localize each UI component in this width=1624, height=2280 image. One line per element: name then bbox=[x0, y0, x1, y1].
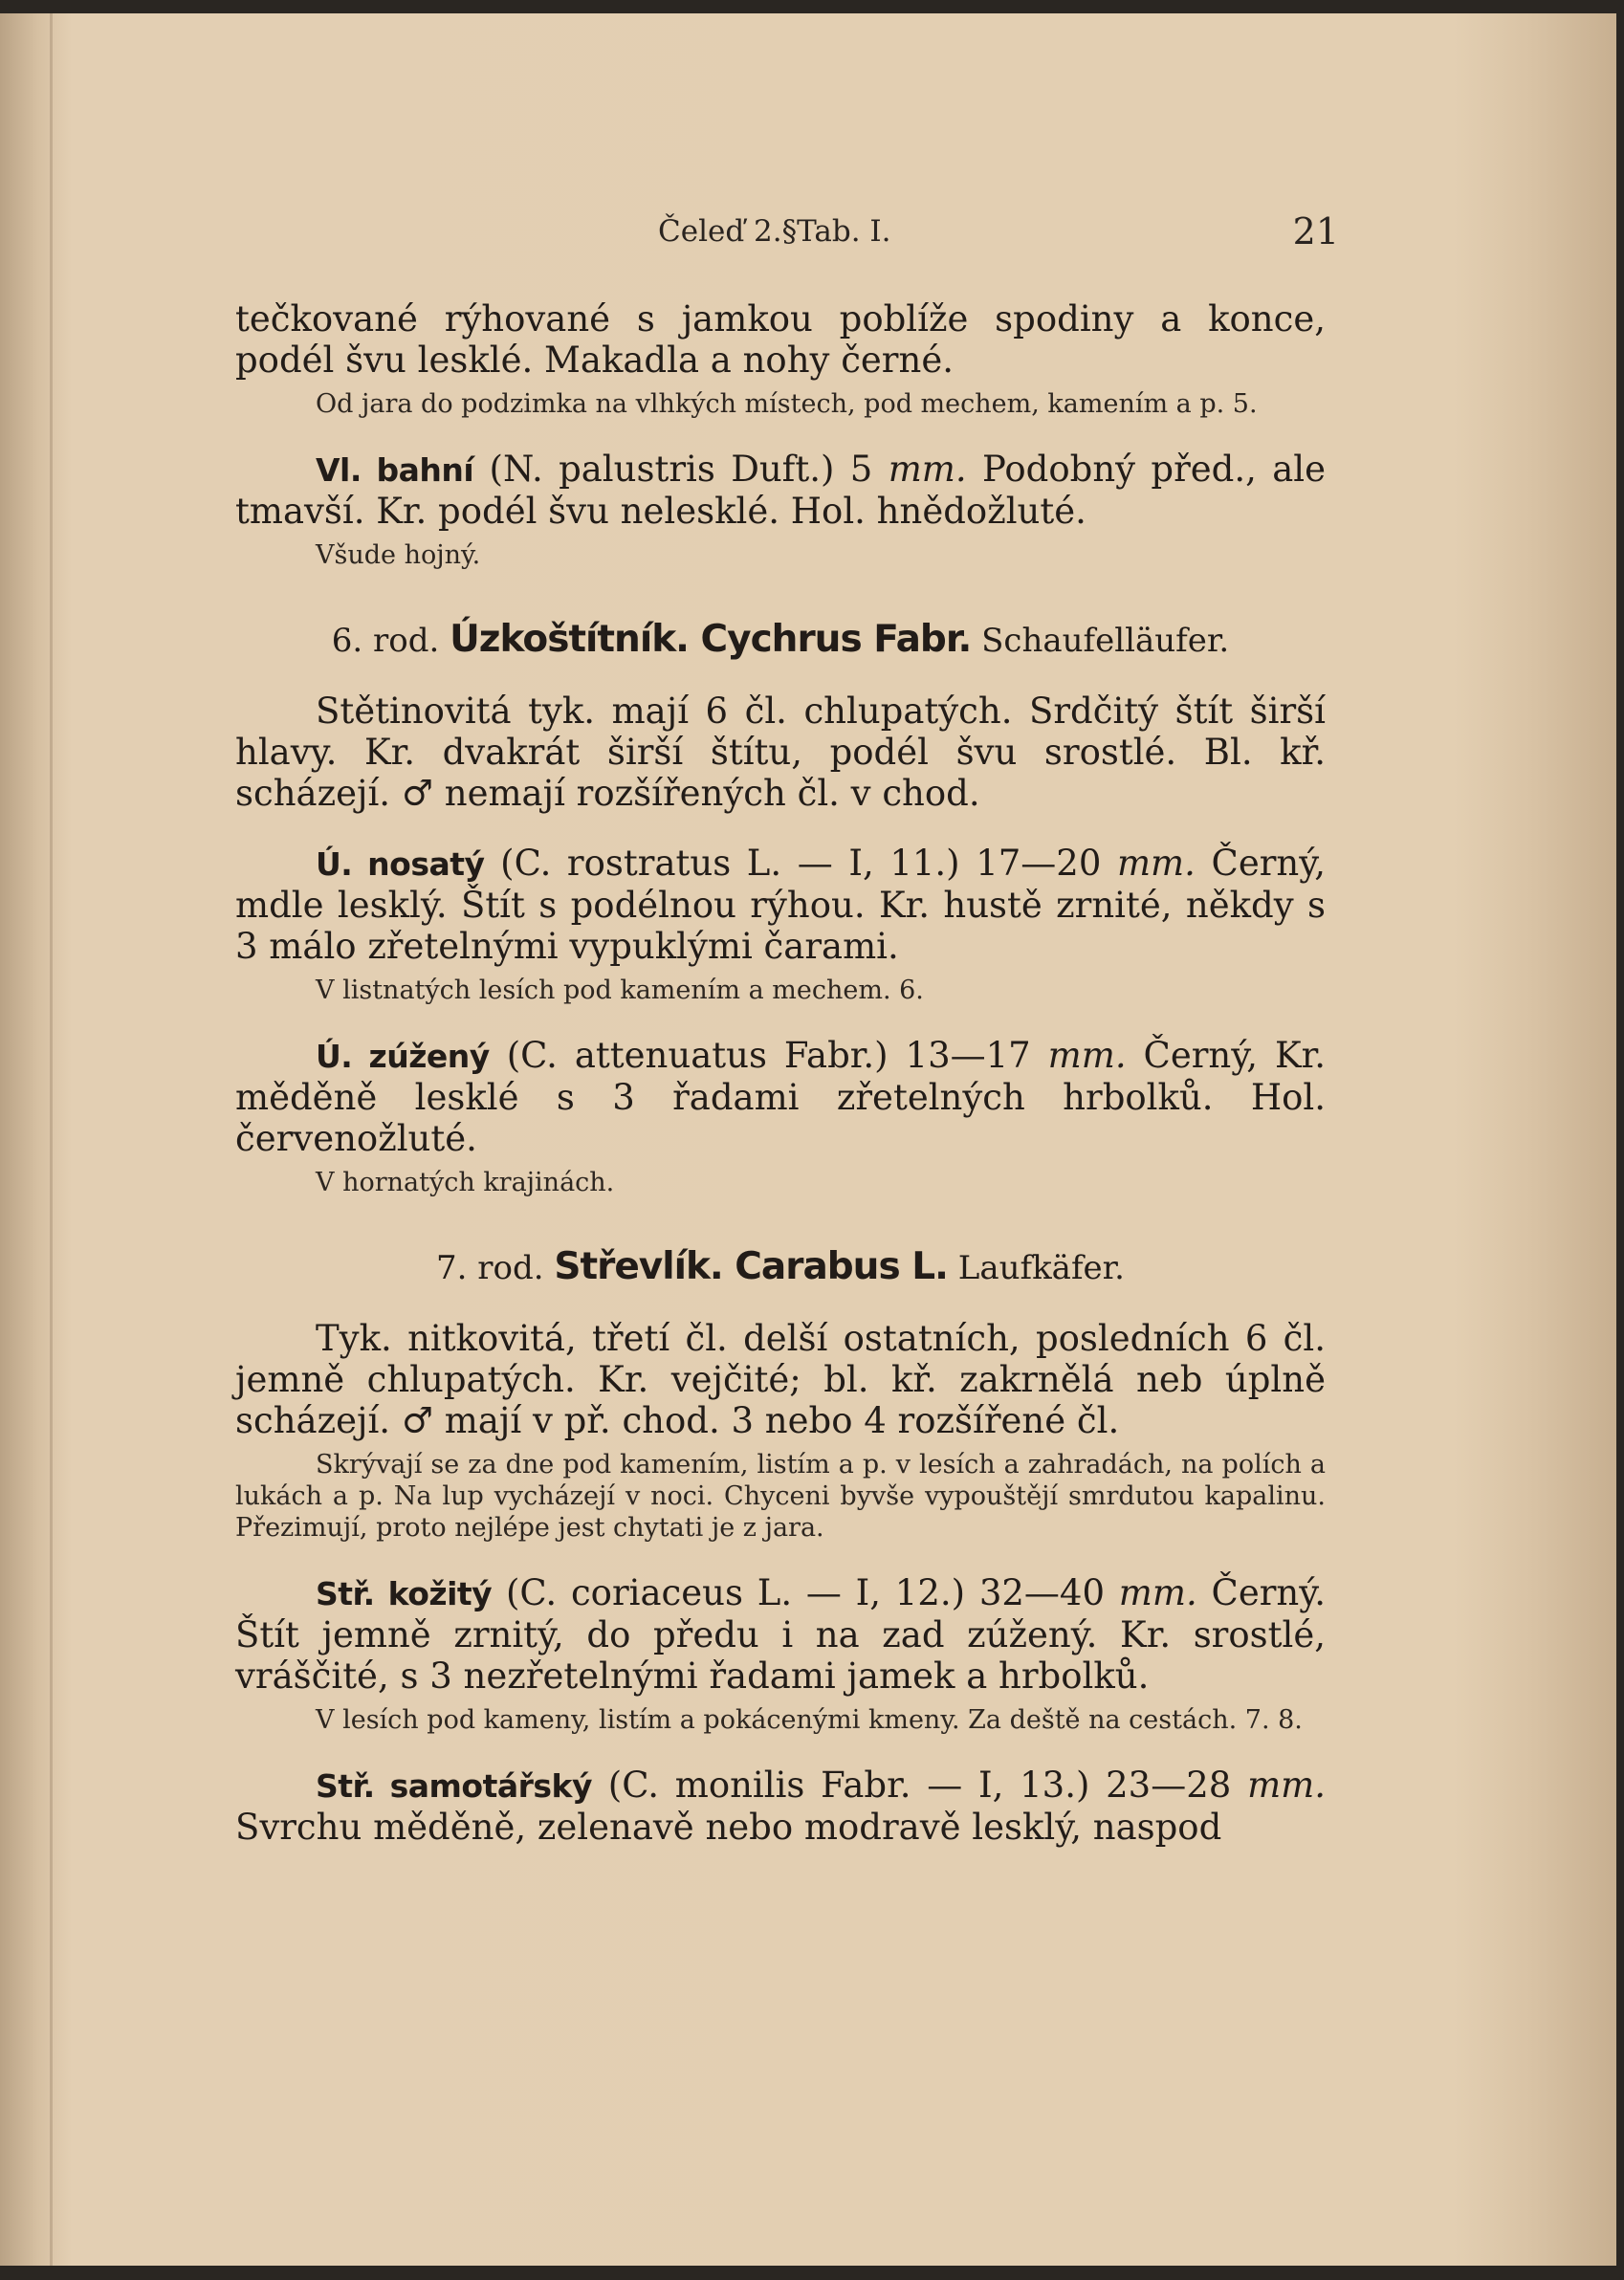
page-body bbox=[235, 298, 1326, 1848]
habitat-note: Od jara do podzimka na vlhkých místech, pod mechem, kamením a p. 5. bbox=[316, 389, 1258, 419]
species-details: (C. coriaceus L. — I, 12.) 32—40 bbox=[505, 1572, 1106, 1613]
species-name: Ú. zúžený bbox=[316, 1038, 490, 1075]
species-details: (N. palustris Duft.) 5 bbox=[489, 449, 873, 490]
genus-name: Úzkoštítník. Cychrus Fabr. bbox=[450, 618, 972, 661]
species-description: Černý, Kr. měděně lesklé s 3 řadami zřetelných hrbolků. Hol. červenožluté. bbox=[235, 1035, 1326, 1159]
species-name: Vl. bahní bbox=[316, 451, 474, 489]
species-name: Stř. kožitý bbox=[316, 1575, 493, 1612]
genus-heading-6 bbox=[235, 619, 1326, 662]
species-description: Černý, mdle lesklý. Štít s podélnou rýhou. Kr. hustě zrnité, někdy s 3 málo zřetelnými vypuklými čarami. bbox=[235, 843, 1326, 967]
habitat-note: V lesích pod kameny, listím a pokácenými kmeny. Za deště na cestách. 7. 8. bbox=[316, 1705, 1303, 1735]
genus-description: Tyk. nitkovitá, třetí čl. delší ostatních, posledních 6 čl. jemně chlupatých. Kr. vejčité; bl. kř. zakrnělá neb úplně scházejí. ♂ mají v př. chod. 3 nebo 4 rozšířené čl. bbox=[235, 1318, 1326, 1441]
species-description: Svrchu měděně, zelenavě nebo modravě lesklý, naspod bbox=[235, 1807, 1222, 1848]
genus-heading-7 bbox=[235, 1246, 1326, 1289]
species-description: Černý. Štít jemně zrnitý, do předu i na zad zúžený. Kr. srostlé, vráščité, s 3 nezřetelnými řadami jamek a hrbolků. bbox=[235, 1572, 1326, 1697]
size-unit: mm. bbox=[1047, 1035, 1127, 1076]
size-unit: mm. bbox=[888, 449, 967, 490]
species-details: (C. attenuatus Fabr.) 13—17 bbox=[506, 1035, 1031, 1076]
species-details: (C. rostratus L. — I, 11.) 17—20 bbox=[500, 843, 1102, 884]
species-name: Stř. samotářský bbox=[316, 1767, 593, 1805]
habitat-note: V hornatých krajinách. bbox=[316, 1168, 615, 1197]
genus-number: 6. rod. bbox=[331, 622, 440, 660]
species-name: Ú. nosatý bbox=[316, 845, 485, 883]
species-entry-bahni bbox=[235, 449, 1326, 532]
page-gutter-shadow bbox=[50, 13, 53, 2266]
size-unit: mm. bbox=[1247, 1765, 1327, 1806]
continued-paragraph: tečkované rýhované s jamkou poblíže spodiny a konce, podél švu lesklé. Makadla a nohy černé. bbox=[235, 298, 1326, 381]
genus-german-name: Schaufelläufer. bbox=[981, 622, 1230, 660]
genus-name: Střevlík. Carabus L. bbox=[554, 1245, 948, 1288]
page-header bbox=[0, 210, 1339, 252]
book-page bbox=[0, 13, 1616, 2266]
habitat-note: V listnatých lesích pod kamením a mechem. 6. bbox=[316, 976, 924, 1005]
genus-description: Stětinovitá tyk. mají 6 čl. chlupatých. Srdčitý štít širší hlavy. Kr. dvakrát širší štítu, podél švu srostlé. Bl. kř. scházejí. ♂ nemají rozšířených čl. v chod. bbox=[235, 691, 1326, 814]
page-number: 21 bbox=[1292, 210, 1339, 252]
habitat-note: Všude hojný. bbox=[316, 540, 481, 570]
species-description: Podobný před., ale tmavší. Kr. podél švu nelesklé. Hol. hnědožluté. bbox=[235, 449, 1327, 532]
habitat-note: Skrývají se za dne pod kamením, listím a p. v lesích a zahradách, na polích a lukách a p. Na lup vycházejí v noci. Chyceni byvše vypouštějí smrdutou kapalinu. Přezimují, proto nejlépe jest chytati je z jara. bbox=[235, 1450, 1326, 1543]
genus-german-name: Laufkäfer. bbox=[957, 1249, 1125, 1287]
species-details: (C. monilis Fabr. — I, 13.) 23—28 bbox=[607, 1765, 1232, 1806]
genus-number: 7. rod. bbox=[436, 1249, 544, 1287]
species-entry-zuzeny bbox=[235, 1035, 1326, 1159]
running-head: Čeleď 2.§Tab. I. bbox=[658, 214, 891, 249]
species-entry-samotarsky bbox=[235, 1765, 1326, 1848]
size-unit: mm. bbox=[1116, 843, 1196, 884]
species-entry-nosaty bbox=[235, 843, 1326, 967]
size-unit: mm. bbox=[1118, 1572, 1197, 1613]
species-entry-kozity bbox=[235, 1572, 1326, 1697]
